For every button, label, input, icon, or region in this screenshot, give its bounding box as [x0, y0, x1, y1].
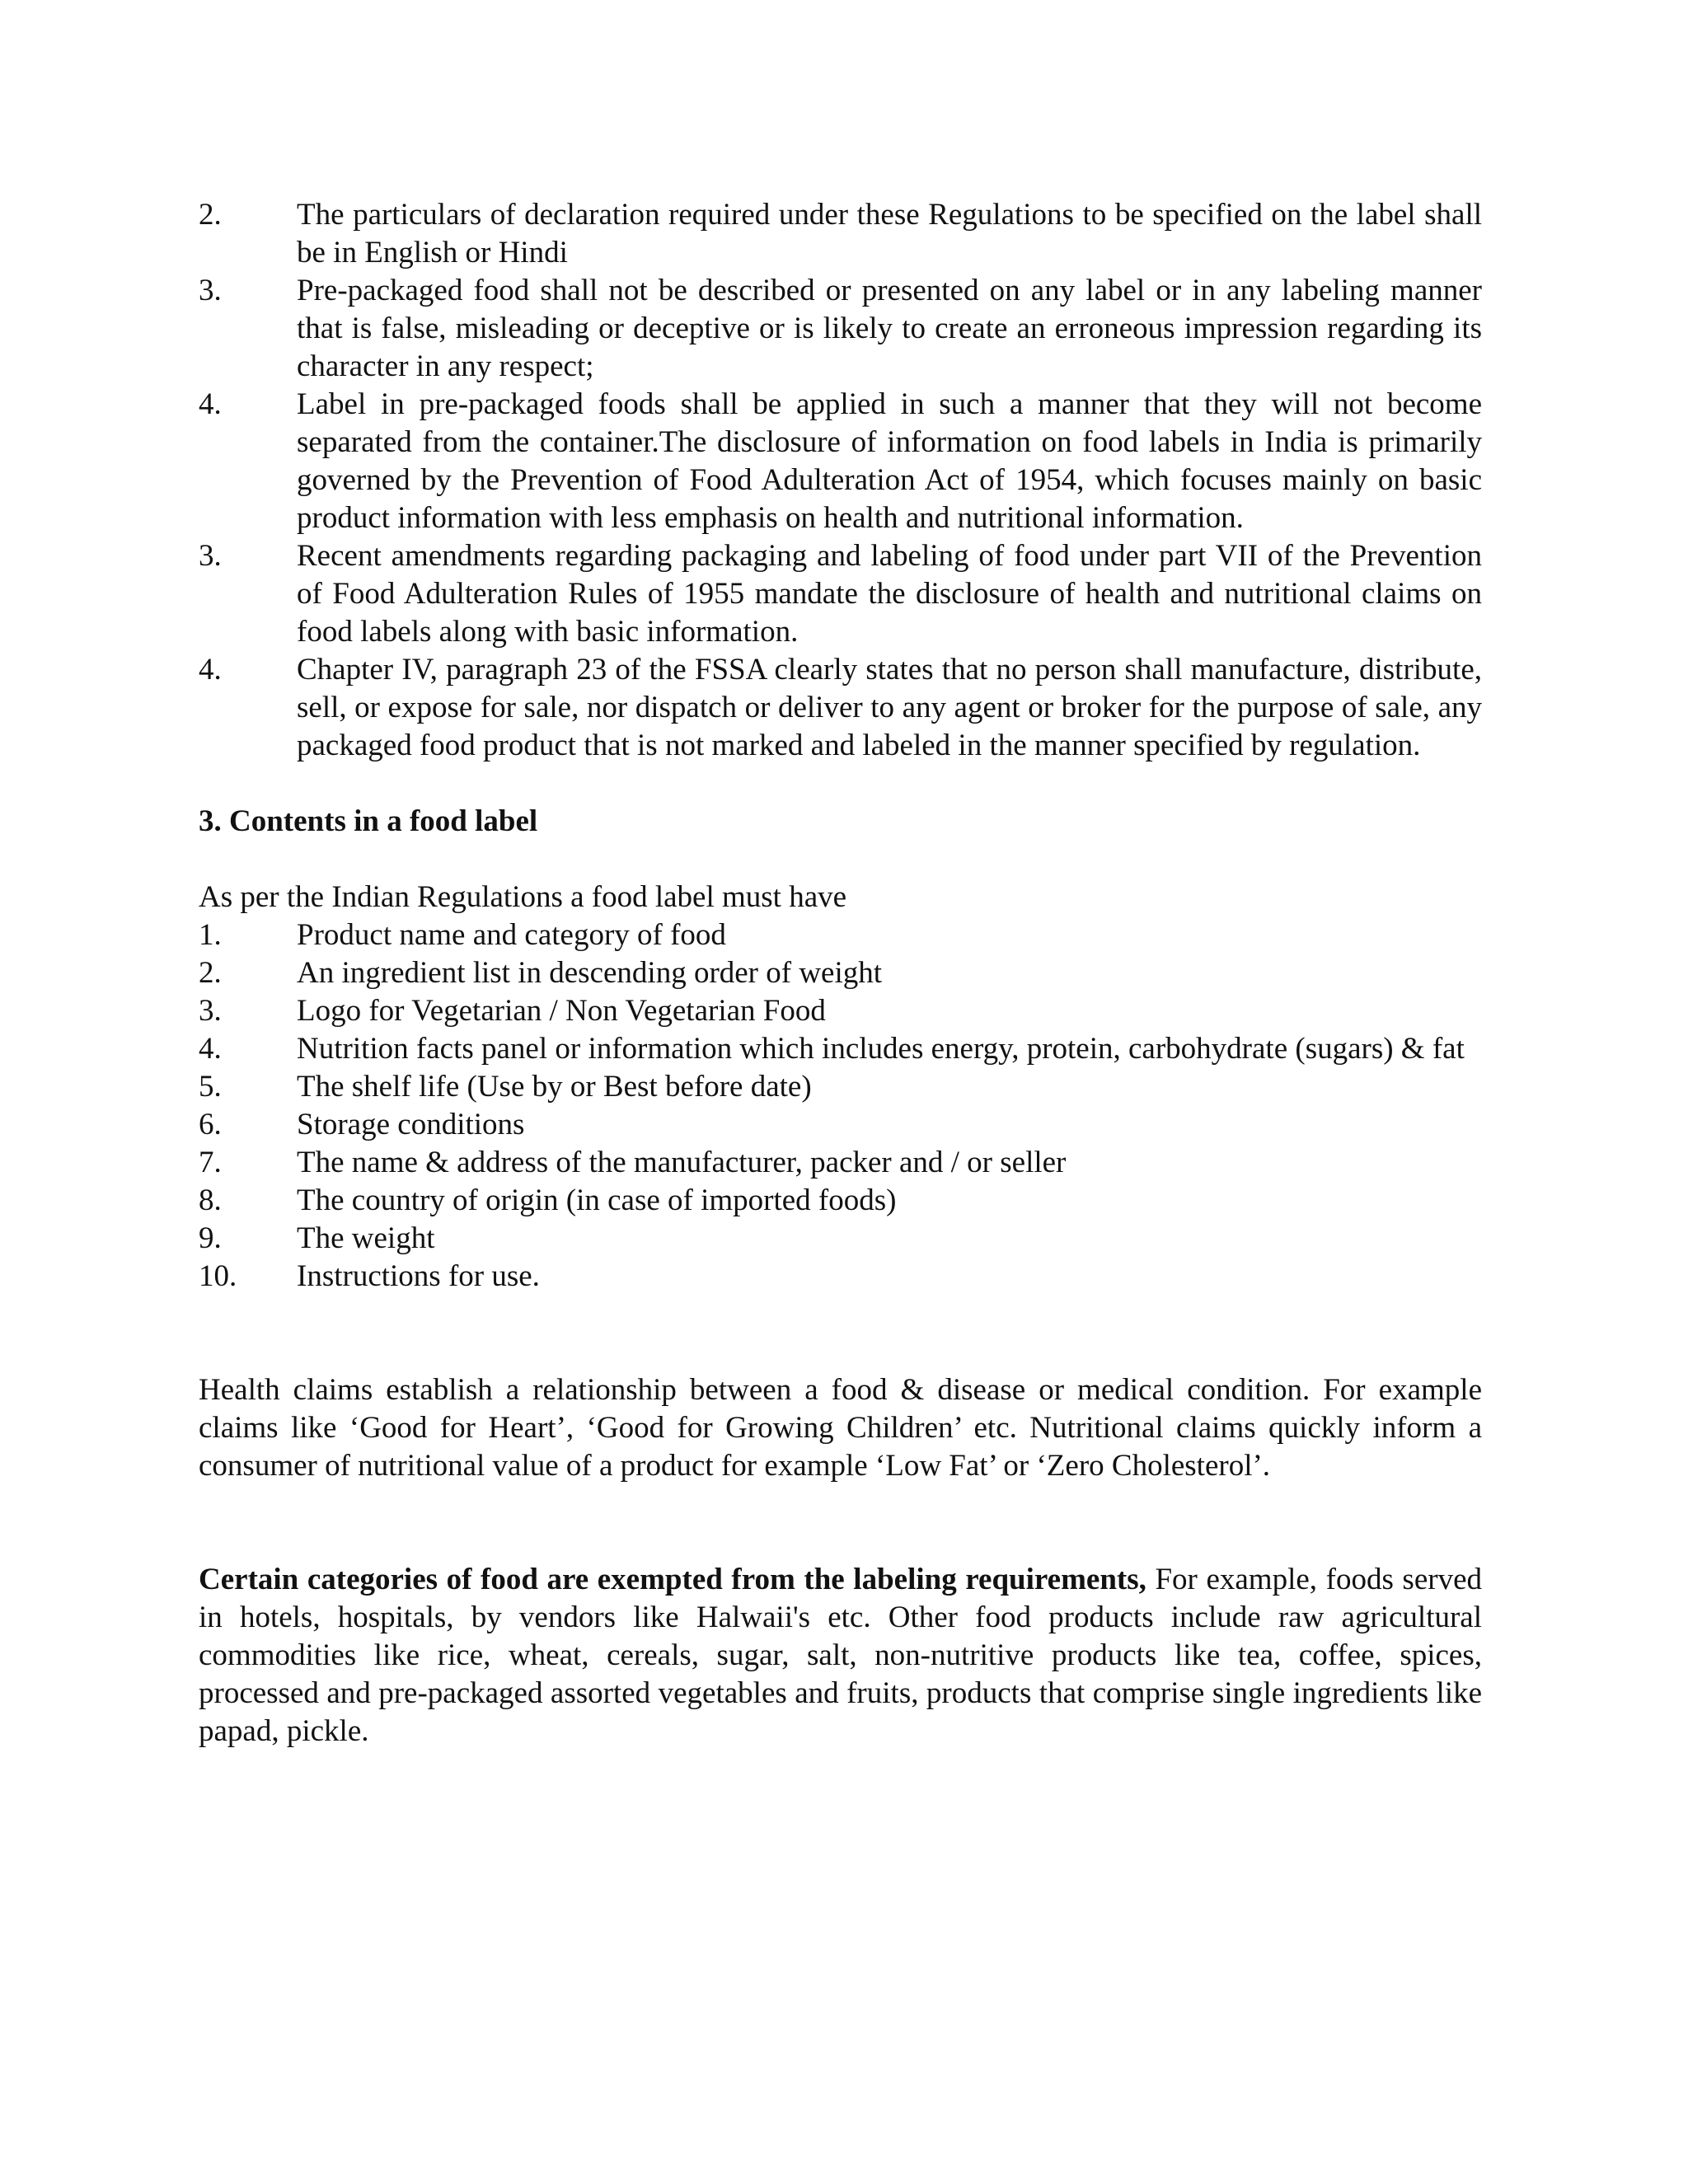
- regulations-list: [199, 196, 1482, 765]
- list-item-number: 3.: [199, 274, 222, 307]
- list-item: [199, 992, 1482, 1030]
- list-item: [199, 1106, 1482, 1144]
- list-item: [199, 386, 1482, 537]
- list-item-text: The country of origin (in case of imported foods): [297, 1183, 897, 1217]
- list-item-number: 5.: [199, 1070, 222, 1104]
- list-item: [199, 196, 1482, 272]
- list-item-text: The name & address of the manufacturer, packer and / or seller: [297, 1146, 1067, 1179]
- list-item: [199, 537, 1482, 651]
- list-item-number: 4.: [199, 1032, 222, 1066]
- list-item-text: The particulars of declaration required under these Regulations to be specified on the label shall be in English or Hindi: [297, 198, 1482, 269]
- list-item-number: 4.: [199, 653, 222, 687]
- list-item-text: Instructions for use.: [297, 1259, 540, 1293]
- list-item: [199, 954, 1482, 992]
- list-item-text: The shelf life (Use by or Best before date): [297, 1070, 812, 1104]
- section-intro: As per the Indian Regulations a food label must have: [199, 880, 847, 914]
- list-item-text: The weight: [297, 1221, 435, 1255]
- list-item-number: 7.: [199, 1146, 222, 1179]
- list-item: [199, 651, 1482, 765]
- list-item: [199, 1258, 1482, 1296]
- list-item-number: 4.: [199, 387, 222, 421]
- list-item-text: An ingredient list in descending order of weight: [297, 956, 883, 990]
- list-item-number: 2.: [199, 956, 222, 990]
- health-claims-paragraph: Health claims establish a relationship between a food & disease or medical condition. For example claims like ‘Good for Heart’, ‘Good for Growing Children’ etc. Nutritional claims quickly inform a consumer of nutritional value of a product for example ‘Low Fat’ or ‘Zero Cholesterol’.: [199, 1373, 1482, 1483]
- list-item-number: 3.: [199, 994, 222, 1028]
- list-item-number: 6.: [199, 1108, 222, 1141]
- list-item-text: Product name and category of food: [297, 918, 726, 952]
- list-item-text: Label in pre-packaged foods shall be applied in such a manner that they will not become separated from the container.The disclosure of information on food labels in India is primarily governed by the Prevention of Food Adulteration Act of 1954, which focuses mainly on basic product information with less emphasis on health and nutritional information.: [297, 387, 1482, 535]
- list-item: [199, 1220, 1482, 1258]
- list-item-text: Pre-packaged food shall not be described or presented on any label or in any labeling manner that is false, misleading or deceptive or is likely to create an erroneous impression regarding its character in any respect;: [297, 274, 1482, 383]
- list-item: [199, 272, 1482, 386]
- list-item-text: Storage conditions: [297, 1108, 525, 1141]
- list-item-number: 3.: [199, 539, 222, 573]
- list-item: [199, 1030, 1482, 1068]
- list-item: [199, 1068, 1482, 1106]
- exemptions-paragraph: [199, 1561, 1482, 1750]
- list-item-text: Nutrition facts panel or information which includes energy, protein, carbohydrate (sugars) & fat: [297, 1032, 1465, 1066]
- list-item-text: Logo for Vegetarian / Non Vegetarian Food: [297, 994, 826, 1028]
- section-heading: 3. Contents in a food label: [199, 804, 538, 838]
- list-item: [199, 916, 1482, 954]
- list-item-number: 1.: [199, 918, 222, 952]
- list-item-number: 10.: [199, 1259, 237, 1293]
- list-item: [199, 1144, 1482, 1182]
- list-item-number: 8.: [199, 1183, 222, 1217]
- food-label-contents-list: [199, 916, 1482, 1296]
- list-item-number: 9.: [199, 1221, 222, 1255]
- exemptions-text: For example, foods served in hotels, hospitals, by vendors like Halwaii's etc. Other food products include raw agricultural commodities like rice, wheat, cereals, sugar, salt, non-nutritive products like tea, coffee, spices, processed and pre-packaged assorted vegetables and fruits, products that comprise single ingredients like papad, pickle.: [199, 1563, 1482, 1748]
- page-content: [199, 196, 1482, 1750]
- list-item-number: 2.: [199, 198, 222, 232]
- exemptions-bold-lead: Certain categories of food are exempted from the labeling requirements,: [199, 1563, 1146, 1596]
- list-item-text: Chapter IV, paragraph 23 of the FSSA clearly states that no person shall manufacture, distribute, sell, or expose for sale, nor dispatch or deliver to any agent or broker for the purpose of sale, any packaged food product that is not marked and labeled in the manner specified by regulation.: [297, 653, 1482, 762]
- list-item-text: Recent amendments regarding packaging and labeling of food under part VII of the Prevention of Food Adulteration Rules of 1955 mandate the disclosure of health and nutritional claims on food labels along with basic information.: [297, 539, 1482, 649]
- list-item: [199, 1182, 1482, 1220]
